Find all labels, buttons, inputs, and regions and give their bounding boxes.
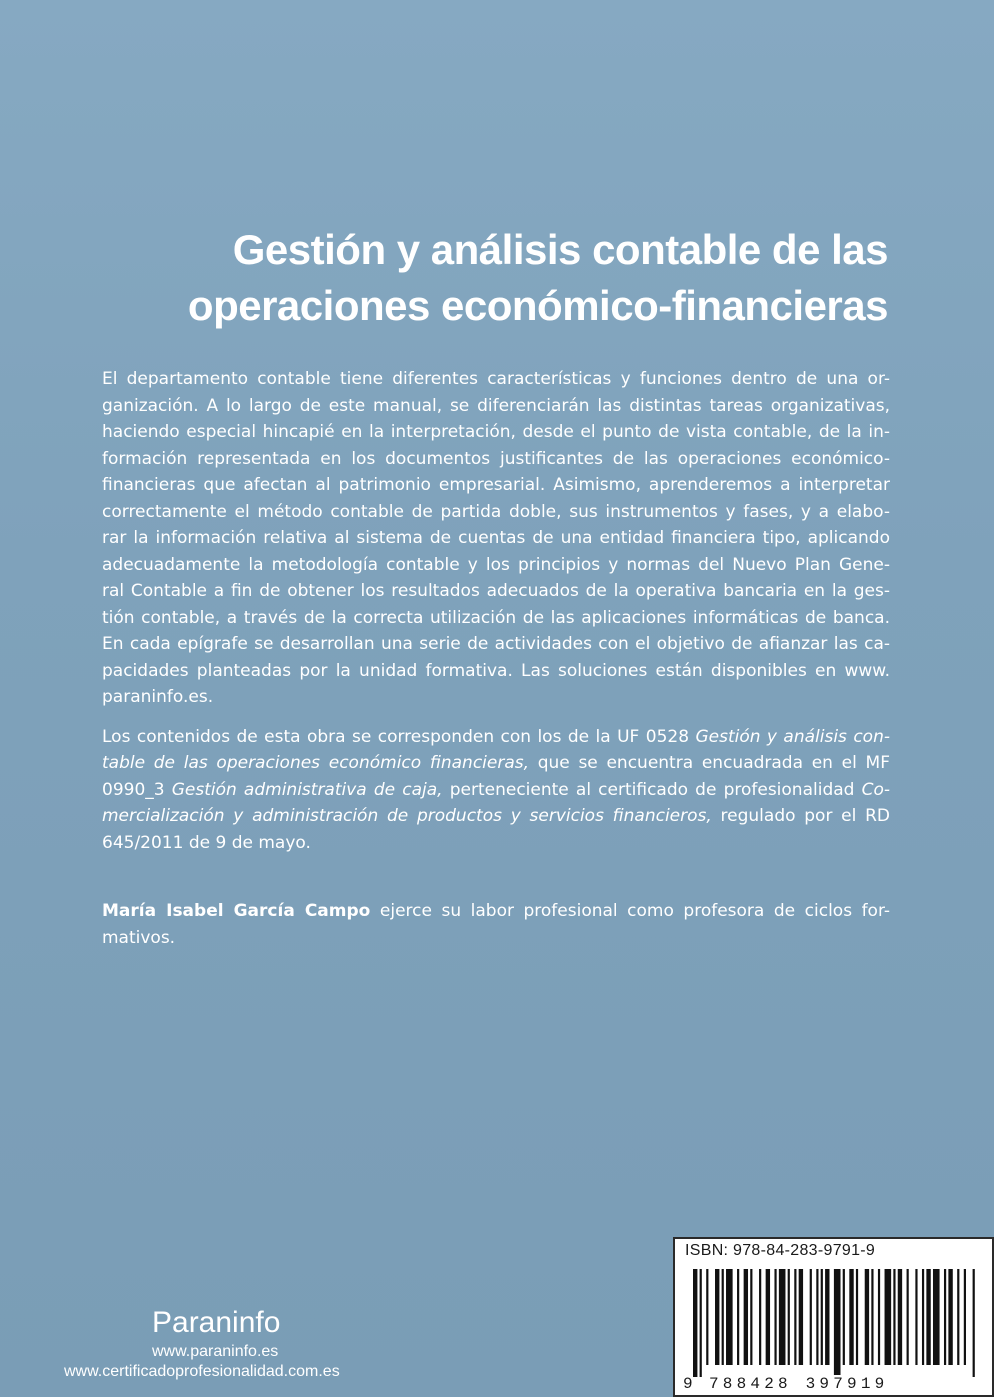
isbn-barcode: ISBN: 978-84-283-9791-9 9 788428 397919	[673, 1237, 994, 1397]
barcode-bar	[973, 1269, 975, 1377]
barcode-bar	[893, 1269, 895, 1365]
barcode-bar	[885, 1269, 892, 1365]
barcode-bar	[922, 1269, 924, 1365]
para1-line: formación representada en los documentos justificantes de las operaciones económico-	[102, 448, 890, 469]
para1-line: El departamento contable tiene diferentes características y funciones dentro de una or-	[102, 369, 890, 389]
barcode-bars	[693, 1269, 977, 1377]
barcode-bar	[915, 1269, 917, 1365]
barcode-bar	[816, 1269, 818, 1365]
barcode-bar	[774, 1269, 776, 1365]
para1-line: En cada epígrafe se desarrollan una serie de actividades con el objetivo de afianzar las ca-	[102, 634, 890, 654]
barcode-bar	[933, 1269, 940, 1365]
barcode-bar	[750, 1269, 752, 1365]
para2-line-4: mercialización y administración de productos y servicios financieros, regulado por el RD	[102, 806, 890, 826]
barcode-bar	[825, 1269, 829, 1365]
description-paragraph-2	[102, 724, 890, 857]
para2-line-2: table de las operaciones económico financieras, que se encuentra encuadrada en el MF	[102, 753, 890, 773]
para2-line-3: 0990_3 Gestión administrativa de caja, perteneciente al certificado de profesionalidad Co-	[102, 779, 891, 800]
barcode-bar	[898, 1269, 902, 1365]
para1-line: ganización. A lo largo de este manual, se diferenciarán las distintas tareas organizativas,	[102, 395, 890, 416]
author-bio	[102, 898, 890, 951]
barcode-bar	[849, 1269, 853, 1365]
para1-line: tión contable, a través de la correcta utilización de las aplicaciones informáticas de banca.	[102, 607, 890, 628]
title-line-1: Gestión y análisis contable de las	[232, 226, 888, 273]
publisher-url: www.paraninfo.es	[152, 1343, 279, 1360]
barcode-bar	[715, 1269, 719, 1365]
certificate-url: www.certificadoprofesionalidad.com.es	[64, 1363, 340, 1380]
barcode-bar	[957, 1269, 959, 1365]
barcode-bar	[856, 1269, 858, 1365]
barcode-bar	[700, 1269, 702, 1377]
barcode-bar	[948, 1269, 952, 1365]
para1-line: ral Contable a fin de obtener los resultados adecuados de la operativa bancaria en la ges-	[102, 581, 890, 601]
barcode-bar	[810, 1269, 812, 1365]
barcode-bar	[907, 1269, 909, 1365]
book-title	[128, 222, 888, 334]
barcode-bar	[726, 1269, 733, 1365]
barcode-bar	[788, 1269, 790, 1365]
para1-line: adecuadamente la metodología contable y los principios y normas del Nuevo Plan Gene-	[102, 554, 890, 575]
barcode-bar	[871, 1269, 873, 1365]
para2-line-1: Los contenidos de esta obra se corresponden con los de la UF 0528 Gestión y análisis con-	[102, 726, 890, 747]
barcode-bar	[821, 1269, 823, 1365]
barcode-bar	[834, 1269, 841, 1377]
barcode-bar	[794, 1269, 796, 1365]
title-line-2: operaciones económico-financieras	[187, 282, 888, 329]
barcode-bar	[878, 1269, 880, 1365]
isbn-label: ISBN: 978-84-283-9791-9	[685, 1242, 876, 1259]
barcode-bar	[706, 1269, 708, 1365]
barcode-bar	[964, 1269, 966, 1365]
para1-line: paraninfo.es.	[102, 687, 214, 707]
barcode-bar	[779, 1269, 786, 1365]
barcode-bar	[722, 1269, 724, 1365]
barcode-bar	[744, 1269, 748, 1365]
para1-line: financieras que afectan al patrimonio empresarial. Asimismo, aprenderemos a interpretar	[102, 475, 890, 495]
para2-line-5: 645/2011 de 9 de mayo.	[102, 832, 311, 853]
barcode-bar	[766, 1269, 770, 1365]
author-line-2: mativos.	[102, 927, 176, 948]
para1-line: correctamente el método contable de partida doble, sus instrumentos y fases, y a elabo-	[102, 501, 890, 522]
back-cover-text	[102, 366, 890, 951]
barcode-bar	[944, 1269, 946, 1365]
barcode-bar	[799, 1269, 803, 1365]
barcode-bar	[737, 1269, 739, 1365]
barcode-bar	[693, 1269, 697, 1377]
description-paragraph-1	[102, 366, 890, 711]
para1-line: haciendo especial hincapié en la interpretación, desde el punto de vista contable, de la in-	[102, 422, 890, 442]
author-name: María Isabel García Campo	[102, 901, 371, 921]
barcode-bar	[843, 1269, 845, 1365]
author-line-1: María Isabel García Campo ejerce su labor profesional como profesora de ciclos for-	[102, 901, 890, 921]
para1-line: pacidades planteadas por la unidad formativa. Las soluciones están disponibles en www.	[102, 660, 890, 681]
barcode-bar	[759, 1269, 761, 1365]
barcode-bar	[926, 1269, 930, 1365]
publisher-logo: Paraninfo	[152, 1306, 281, 1339]
para1-line: rar la información relativa al sistema de cuentas de una entidad financiera tipo, aplicando	[102, 528, 890, 548]
barcode-bar	[865, 1269, 869, 1365]
